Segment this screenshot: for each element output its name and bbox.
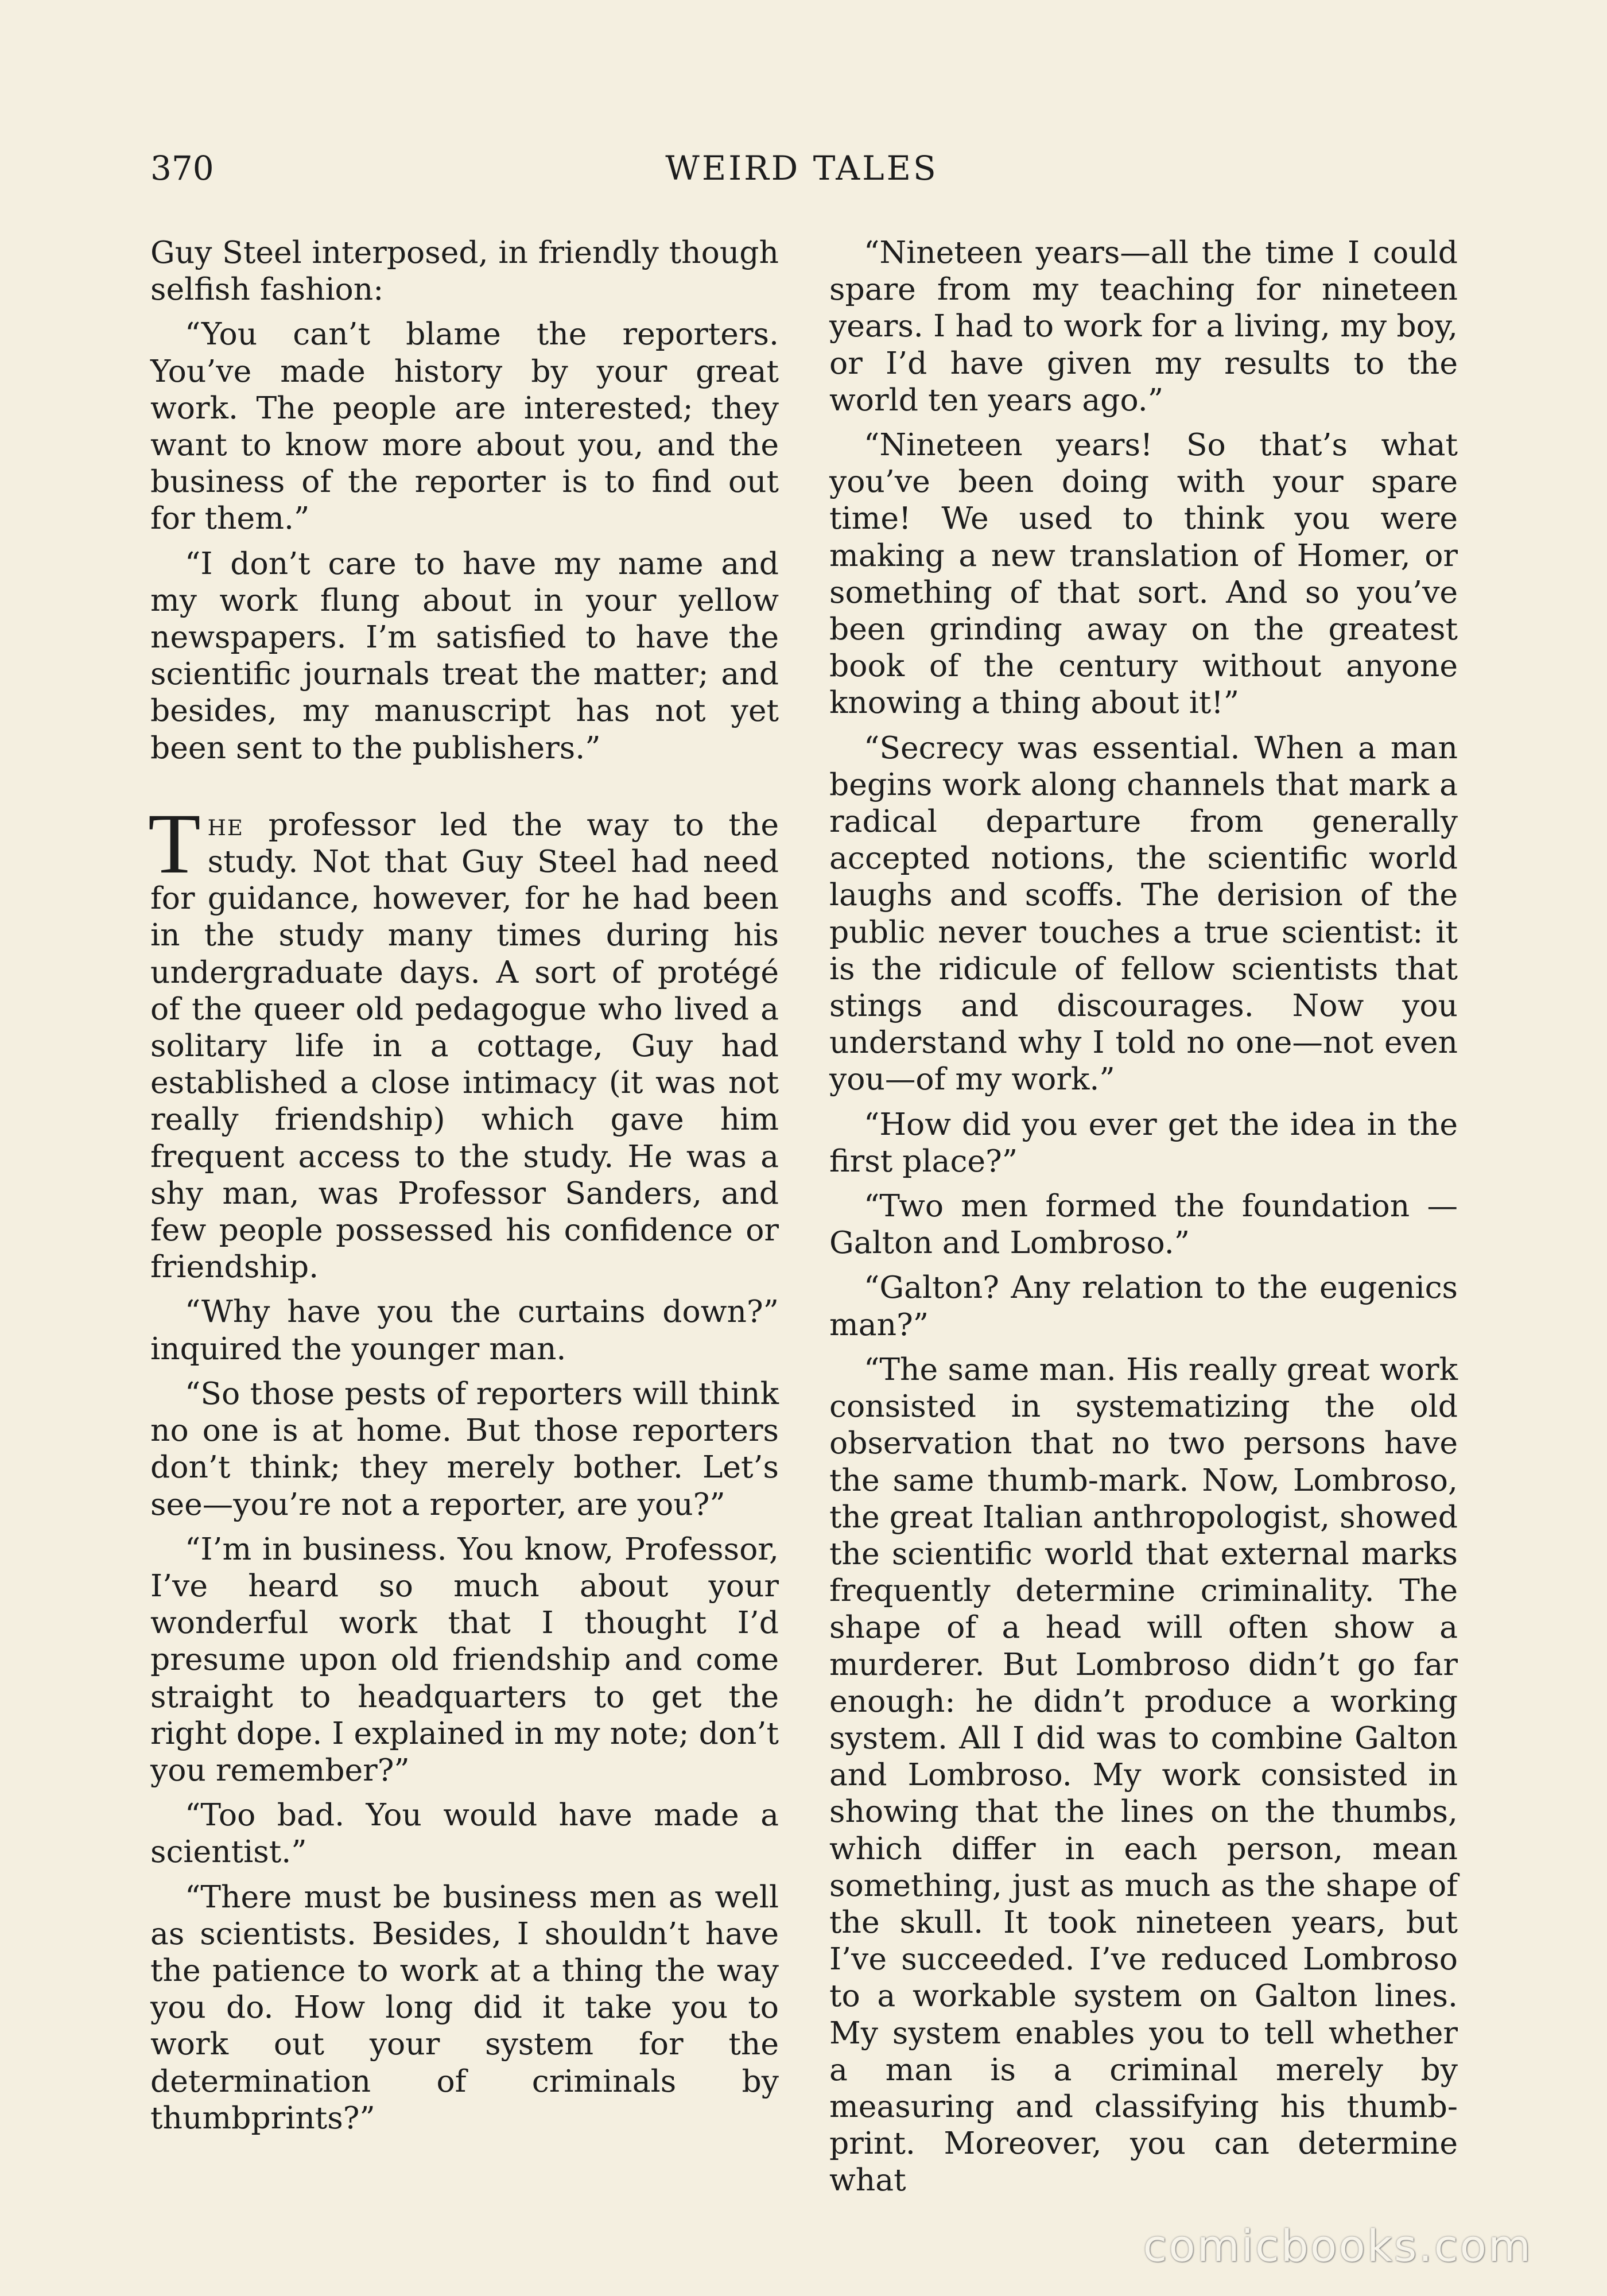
page-header [150, 148, 1453, 188]
paragraph: “Too bad. You would have made a scientist.” [150, 1797, 779, 1870]
right-column [829, 234, 1458, 2199]
paragraph: “How did you ever get the idea in the first place?” [829, 1106, 1458, 1179]
small-caps-lead: he [207, 806, 244, 843]
paragraph: “Why have you the curtains down?” inquired the younger man. [150, 1293, 779, 1367]
paragraph: Guy Steel interposed, in friendly though selfish fashion: [150, 234, 779, 308]
left-column [150, 234, 779, 2136]
paragraph: “So those pests of reporters will think no one is at home. But those reporters don’t think; they merely bother. Let’s see—you’re not a reporter, are you?” [150, 1375, 779, 1522]
paragraph: “Nineteen years! So that’s what you’ve been doing with your spare time! We used to think you were making a new translation of Homer, or something of that sort. And so you’ve been grinding away on the greatest book of the century without anyone knowing a thing about it!” [829, 426, 1458, 721]
paragraph: “There must be business men as well as scientists. Besides, I shouldn’t have the patience to work at a thing the way you do. How long did it take you to work out your system for the determination of criminals by thumbprints?” [150, 1878, 779, 2136]
paragraph: “Galton? Any relation to the eugenics man?” [829, 1269, 1458, 1343]
paragraph: “I don’t care to have my name and my work flung about in your yellow newspapers. I’m satisfied to have the scientific journals treat the matter; and besides, my manuscript has not yet been sent to the publishers.” [150, 545, 779, 766]
site-watermark: comicbooks.com [1143, 2220, 1532, 2271]
section-opening-paragraph [148, 796, 779, 1286]
paragraph-text: professor led the way to the study. Not that Guy Steel had need for guidance, however, for he had been in the study many times during his undergraduate days. A sort of protégé of the queer old pedagogue who lived a solitary life in a cottage, Guy had established a close intimacy (it was not really friendship) which gave him frequent access to the study. He was a shy man, was Professor Sanders, and few people possessed his confidence or friendship. [150, 806, 779, 1285]
drop-cap: T [148, 796, 201, 891]
paragraph: “The same man. His really great work consisted in systematizing the old observation that no two persons have the same thumb-mark. Now, Lombroso, the great Italian anthropologist, showed the scientific world that external marks frequently determine criminality. The shape of a head will often show a murderer. But Lombroso didn’t go far enough: he didn’t produce a working system. All I did was to combine Galton and Lombroso. My work consisted in showing that the lines on the thumbs, which differ in each person, mean something, just as much as the shape of the skull. It took nineteen years, but I’ve succeeded. I’ve reduced Lombroso to a workable system on Galton lines. My system enables you to tell whether a man is a criminal merely by measuring and classifying his thumb-print. Moreover, you can determine what [829, 1351, 1458, 2198]
page-number: 370 [150, 149, 214, 188]
running-title: WEIRD TALES [665, 149, 938, 188]
paragraph: “Nineteen years—all the time I could spare from my teaching for nineteen years. I had to work for a living, my boy, or I’d have given my results to the world ten years ago.” [829, 234, 1458, 418]
paragraph: “You can’t blame the reporters. You’ve made history by your great work. The people are interested; they want to know more about you, and the business of the reporter is to find out for them.” [150, 316, 779, 537]
paragraph: “Two men formed the foundation —Galton and Lombroso.” [829, 1188, 1458, 1261]
paragraph: “Secrecy was essential. When a man begins work along channels that mark a radical departure from generally accepted notions, the scientific world laughs and scoffs. The derision of the public never touches a true scientist: it is the ridicule of fellow scientists that stings and discourages. Now you understand why I told no one—not even you—of my work.” [829, 729, 1458, 1097]
paragraph: “I’m in business. You know, Professor, I’ve heard so much about your wonderful work that I thought I’d presume upon old friendship and come straight to headquarters to get the right dope. I explained in my note; don’t you remember?” [150, 1530, 779, 1788]
